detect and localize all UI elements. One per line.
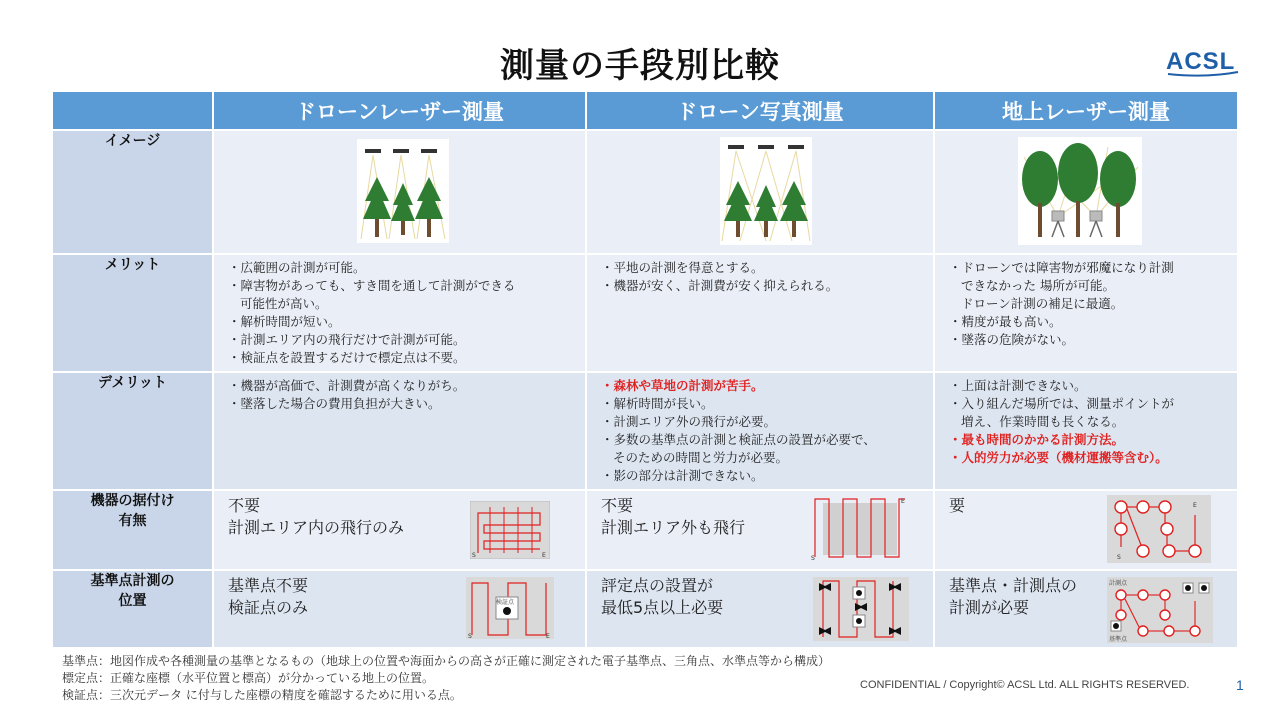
row-label-image: イメージ — [52, 130, 213, 254]
image-row — [52, 130, 1238, 254]
merit-text: ・計測エリア内の飛行だけで計測が可能。 — [228, 332, 466, 347]
demerit-drone-laser — [213, 372, 586, 490]
footnote-line: 検証点：三次元データ に付与した座標の精度を確認するために用いる点。 — [62, 688, 462, 702]
demerit-text: ・計測エリア外の飛行が必要。 — [601, 414, 777, 429]
drone-laser-forest-icon — [357, 139, 449, 243]
start-marker: S — [468, 633, 472, 639]
demerit-text: ・上面は計測できない。 — [949, 378, 1087, 393]
footnotes — [62, 653, 830, 704]
ref-point-label: 基準点 — [1109, 636, 1128, 643]
demerit-text-highlight: ・人的労力が必要（機材運搬等含む）。 — [949, 450, 1168, 465]
merit-row — [52, 254, 1238, 372]
start-marker: S — [1117, 554, 1121, 561]
ground-station-path-icon — [1107, 495, 1211, 563]
merit-text: できなかった 場所が可能。 — [961, 278, 1115, 293]
ref-drone-laser — [213, 570, 586, 648]
acsl-logo — [1166, 48, 1240, 78]
logo-swoosh-icon — [1166, 48, 1240, 78]
page-title: 測量の手段別比較 — [500, 46, 780, 86]
row-label-merit: メリット — [52, 254, 213, 372]
merit-text: ・検証点を設置するだけで標定点は不要。 — [228, 350, 466, 365]
merit-text: ・ドローンでは障害物が邪魔になり計測 — [949, 260, 1174, 275]
verify-point-label: 検証点 — [496, 599, 515, 606]
install-drone-photo — [586, 490, 934, 570]
install-drone-laser — [213, 490, 586, 570]
install-text: 計測エリア内の飛行のみ — [228, 518, 405, 537]
merit-text: ・障害物があっても、すき間を通して計測ができる — [228, 278, 516, 293]
demerit-text: ・機器が高価で、計測費が高くなりがち。 — [228, 378, 466, 393]
row-label-install — [52, 490, 213, 570]
verify-point-path-icon — [466, 577, 554, 639]
header-corner — [52, 91, 213, 130]
flight-path-outside-icon — [811, 495, 909, 561]
install-text: 不要 — [601, 496, 634, 515]
header-ground-laser: 地上レーザー測量 — [934, 91, 1238, 130]
logo-text: ACSL — [1166, 48, 1236, 75]
ref-drone-photo — [586, 570, 934, 648]
header-drone-photo: ドローン写真測量 — [586, 91, 934, 130]
table-header-row — [52, 91, 1238, 130]
ref-text: 最低5点以上必要 — [601, 598, 724, 617]
install-ground-laser — [934, 490, 1238, 570]
end-marker: E — [542, 552, 546, 559]
merit-text: ・広範囲の計測が可能。 — [228, 260, 366, 275]
ref-point-row — [52, 570, 1238, 648]
demerit-text: ・入り組んだ場所では、測量ポイントが — [949, 396, 1175, 411]
demerit-drone-photo — [586, 372, 934, 490]
install-row — [52, 490, 1238, 570]
ground-laser-forest-icon — [1018, 137, 1142, 245]
start-marker: S — [472, 552, 476, 559]
merit-text: ドローン計測の補足に最適。 — [961, 296, 1124, 311]
demerit-text: 増え、作業時間も長くなる。 — [961, 414, 1125, 429]
page-number: 1 — [1236, 677, 1244, 693]
ref-text: 評定点の設置が — [601, 576, 714, 595]
ref-text: 基準点・計測点の — [949, 576, 1078, 595]
ref-text: 基準点不要 — [228, 576, 309, 595]
row-label-ref-point — [52, 570, 213, 648]
merit-text: ・平地の計測を得意とする。 — [601, 260, 764, 275]
merit-ground-laser — [934, 254, 1238, 372]
ref-text: 計測が必要 — [949, 598, 1030, 617]
measure-point-label: 計測点 — [1109, 580, 1128, 587]
install-text: 不要 — [228, 496, 261, 515]
row-label-line: 機器の据付け — [90, 493, 175, 509]
row-label-line: 有無 — [118, 513, 147, 529]
row-label-line: 基準点計測の — [90, 573, 175, 589]
measure-ref-points-icon — [1107, 577, 1213, 643]
end-marker: E — [1193, 502, 1197, 509]
row-label-line: 位置 — [118, 593, 147, 609]
ref-text: 検証点のみ — [228, 598, 309, 617]
demerit-text: そのための時間と労力が必要。 — [613, 450, 789, 465]
demerit-text: ・多数の基準点の計測と検証点の設置が必要で、 — [601, 432, 876, 447]
image-ground-laser — [934, 130, 1238, 254]
end-marker: E — [546, 633, 550, 639]
install-text: 要 — [949, 496, 966, 515]
demerit-text: ・墜落した場合の費用負担が大きい。 — [228, 396, 441, 411]
merit-text: ・墜落の危険がない。 — [949, 332, 1075, 347]
start-marker: S — [811, 555, 815, 561]
merit-drone-laser — [213, 254, 586, 372]
demerit-text-highlight: ・森林や草地の計測が苦手。 — [601, 378, 764, 393]
merit-text: ・解析時間が短い。 — [228, 314, 341, 329]
copyright: CONFIDENTIAL / Copyright© ACSL Ltd. ALL RIGHTS RESERVED. — [860, 679, 1190, 691]
footnote-line: 基準点：地図作成や各種測量の基準となるもの（地球上の位置や海面からの高さが正確に測定された電子基準点、三角点、水準点等から構成） — [62, 654, 831, 668]
merit-text: ・精度が最も高い。 — [949, 314, 1062, 329]
image-drone-photo — [586, 130, 934, 254]
merit-drone-photo — [586, 254, 934, 372]
demerit-text: ・影の部分は計測できない。 — [601, 468, 764, 483]
install-text: 計測エリア外も飛行 — [601, 518, 746, 537]
flight-path-inside-icon — [470, 501, 550, 559]
end-marker: E — [901, 498, 905, 505]
demerit-ground-laser — [934, 372, 1238, 490]
demerit-text-highlight: ・最も時間のかかる計測方法。 — [949, 432, 1125, 447]
merit-text: 可能性が高い。 — [240, 296, 328, 311]
drone-photo-forest-icon — [720, 137, 812, 245]
footnote-line: 標定点：正確な座標（水平位置と標高）が分かっている地上の位置。 — [62, 671, 435, 685]
image-drone-laser — [213, 130, 586, 254]
demerit-text: ・解析時間が長い。 — [601, 396, 714, 411]
merit-text: ・機器が安く、計測費が安く抑えられる。 — [601, 278, 839, 293]
demerit-row — [52, 372, 1238, 490]
comparison-table — [51, 90, 1239, 649]
row-label-demerit: デメリット — [52, 372, 213, 490]
control-points-icon — [813, 577, 909, 641]
header-drone-laser: ドローンレーザー測量 — [213, 91, 586, 130]
ref-ground-laser — [934, 570, 1238, 648]
